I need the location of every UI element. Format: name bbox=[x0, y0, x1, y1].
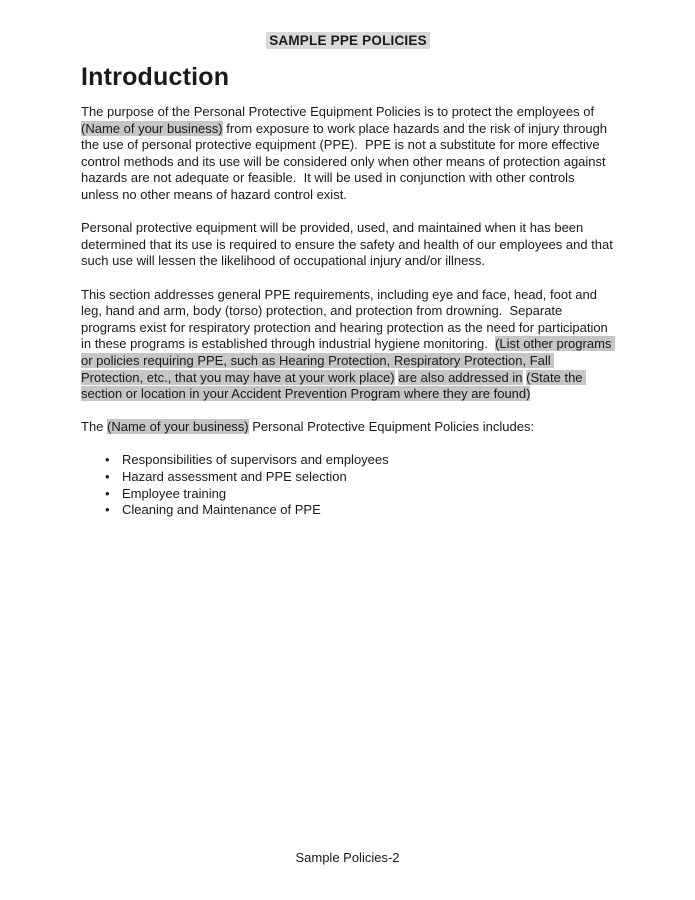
list-item bbox=[81, 469, 615, 486]
text-run: Personal protective equipment will be provided, used, and maintained when it has been determined that its use is required to ensure the safety and health of our employees and that such use will lessen the likelihood of occupational injury and/or illness. bbox=[81, 220, 617, 269]
highlighted-placeholder: (State the section or location in your Accident Prevention Program where they are found) bbox=[81, 369, 587, 402]
highlighted-placeholder: (List other programs or policies requiring PPE, such as Hearing Protection, Respiratory Protection, Fall Protection, etc., that you may have at your work place) bbox=[81, 336, 616, 385]
list-item-text: Responsibilities of supervisors and employees bbox=[122, 452, 389, 468]
highlighted-placeholder: (Name of your business) bbox=[107, 419, 249, 435]
list-item-text: Employee training bbox=[122, 485, 227, 501]
bullet-icon: • bbox=[105, 452, 110, 468]
bullet-icon: • bbox=[105, 469, 110, 485]
list-item bbox=[81, 452, 615, 469]
paragraph bbox=[81, 104, 615, 204]
page-title: Introduction bbox=[81, 63, 230, 91]
highlighted-placeholder: (Name of your business) bbox=[81, 120, 223, 136]
text-run: This section addresses general PPE requirements, including eye and face, head, foot and leg, hand and arm, body (torso) protection, and protection from drowning. Separate programs exist for respiratory protection and hearing protection as the need for participation in these programs is established through industrial hygiene monitoring. bbox=[81, 286, 612, 352]
bullet-list bbox=[81, 452, 615, 518]
list-item bbox=[81, 486, 615, 503]
list-item-text: Hazard assessment and PPE selection bbox=[122, 469, 347, 485]
text-run: The bbox=[81, 419, 108, 435]
page-header-text: SAMPLE PPE POLICIES bbox=[266, 32, 430, 49]
text-run: The purpose of the Personal Protective Equipment Policies is to protect the employees of bbox=[81, 104, 598, 119]
bullet-icon: • bbox=[105, 502, 110, 518]
paragraph bbox=[81, 220, 615, 270]
text-run: Personal Protective Equipment Policies includes: bbox=[248, 419, 535, 435]
page-footer: Sample Policies-2 bbox=[295, 850, 400, 865]
paragraph bbox=[81, 287, 615, 403]
list-item bbox=[81, 502, 615, 519]
highlighted-placeholder: are also addressed in bbox=[398, 369, 523, 385]
page-header bbox=[81, 33, 615, 49]
body-paragraphs bbox=[81, 104, 615, 436]
list-item-text: Cleaning and Maintenance of PPE bbox=[122, 502, 321, 518]
bullet-icon: • bbox=[105, 485, 110, 501]
text-run: from exposure to work place hazards and the risk of injury through the use of personal protective equipment (PPE). PPE is not a substitute for more effective control methods and its use will be considered only when other means of protection against hazards are not adequate or feasible. It will be used in conjunction with other controls unless no other means of hazard control exist. bbox=[81, 120, 611, 202]
paragraph bbox=[81, 419, 615, 436]
